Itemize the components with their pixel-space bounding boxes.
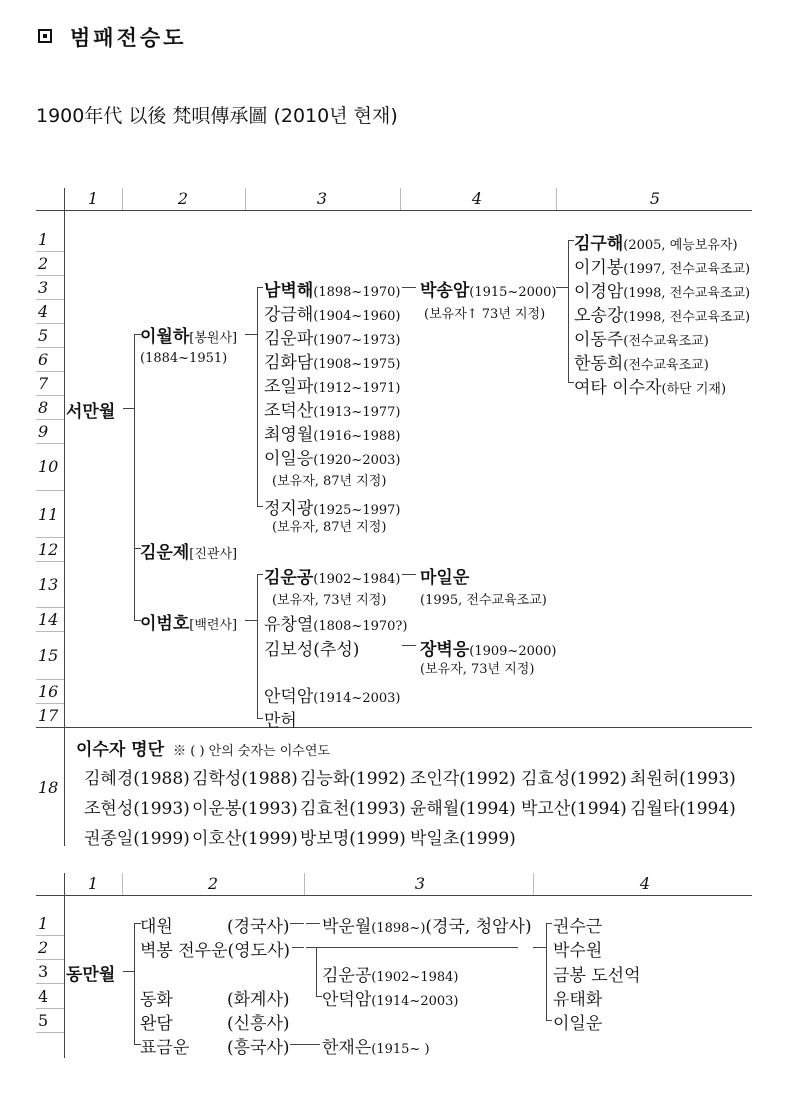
- chart2-gen2-item: 대원: [140, 917, 173, 937]
- chart1-gen3-item: 안덕암(1914~2003): [264, 687, 401, 707]
- chart1-col-3: 3: [316, 189, 328, 208]
- trainee: 이호산(1999): [192, 829, 298, 849]
- trainee: 권종일(1999): [84, 829, 190, 849]
- chart2-row-3: 3: [38, 962, 49, 981]
- chart1-gen3-item: 조덕산(1913~1977): [264, 401, 401, 421]
- chart1-gen2-item: 이월하[봉원사]: [140, 327, 238, 347]
- chart1-gen3-item: 조일파(1912~1971): [264, 377, 401, 397]
- section-title: 범패전승도: [70, 25, 187, 50]
- chart1-row-12: 12: [38, 540, 59, 559]
- chart1-root: 서만월: [66, 402, 116, 422]
- chart1-row-1: 1: [38, 230, 49, 249]
- chart1-gen3-item: 김운공(1902~1984): [264, 568, 401, 588]
- chart1-col-5: 5: [649, 189, 661, 208]
- chart2-row-5: 5: [38, 1011, 49, 1030]
- chart1-col-1: 1: [87, 189, 99, 208]
- trainee: 김효천(1993): [300, 799, 406, 819]
- chart1-row-16: 16: [38, 682, 59, 701]
- chart2-gen4-item: 박수원: [553, 941, 603, 961]
- chart1-row-2: 2: [38, 254, 49, 273]
- chart2-col-2: 2: [207, 874, 219, 893]
- chart1-gen2-item: 이범호[백련사]: [140, 614, 238, 634]
- chart1-gen2-years: (1884~1951): [140, 351, 228, 366]
- chart2-gen4-item: 권수근: [553, 917, 603, 937]
- chart2-gen2-item: 표금운: [140, 1038, 190, 1058]
- chart1-row-10: 10: [38, 457, 59, 476]
- chart1-gen5-item: 김구해(2005, 예능보유자): [574, 234, 738, 254]
- chart1-gen3-item: 김운파(1907~1973): [264, 329, 401, 349]
- chart1-gen4-note: (1995, 전수교육조교): [420, 593, 547, 608]
- chart1-row-15: 15: [38, 646, 59, 665]
- chart2-gen3-item: 한재은(1915~ ): [322, 1038, 430, 1058]
- chart2-col-1: 1: [87, 874, 99, 893]
- chart2-gen2-temple: (경국사): [227, 917, 290, 937]
- chart1-gen3-note: (보유자, 87년 지정): [272, 474, 387, 489]
- chart2-left-border: [64, 873, 65, 1058]
- chart1-gen5-item: 이기봉(1997, 전수교육조교): [574, 258, 751, 278]
- chart1-gen3-item: 만허: [264, 711, 297, 731]
- chart1-gen3-item: 김화담(1908~1975): [264, 353, 401, 373]
- chart2-gen2-item: 벽봉 전우운(영도사): [140, 941, 291, 961]
- trainee: 조현성(1993): [84, 799, 190, 819]
- trainees-title: 이수자 명단 ※ ( ) 안의 숫자는 이수연도: [76, 740, 330, 760]
- trainee: 김능화(1992): [300, 769, 406, 789]
- trainee: 김효성(1992): [521, 769, 627, 789]
- chart1-row-11: 11: [38, 505, 59, 524]
- chart2-row-1: 1: [38, 914, 49, 933]
- trainee: 김학성(1988): [192, 769, 298, 789]
- chart2-col-4: 4: [639, 874, 651, 893]
- trainee: 최원허(1993): [630, 769, 736, 789]
- chart1-gen5-item: 오송강(1998, 전수교육조교): [574, 306, 751, 326]
- chart1-gen5-item: 이경암(1998, 전수교육조교): [574, 282, 751, 302]
- chart2-root: 동만월: [66, 965, 116, 985]
- chart2-row-4: 4: [38, 987, 49, 1006]
- trainee: 이운봉(1993): [192, 799, 298, 819]
- chart1-row-3: 3: [38, 278, 49, 297]
- chart2-col-3: 3: [414, 874, 426, 893]
- chart1-col-2: 2: [177, 189, 189, 208]
- trainee: 김혜경(1988): [84, 769, 190, 789]
- chart2-row-2: 2: [38, 938, 49, 957]
- chart1-col-4: 4: [471, 189, 483, 208]
- section-title-marker: [38, 29, 52, 43]
- chart2-gen2-temple: (신흥사): [227, 1014, 290, 1034]
- trainee: 조인각(1992): [410, 769, 516, 789]
- trainee: 방보명(1999): [300, 829, 406, 849]
- chart1-row-18: 18: [38, 778, 59, 797]
- chart1-row-6: 6: [38, 350, 49, 369]
- chart1-gen2-item: 김운제[진관사]: [140, 543, 238, 563]
- chart1-left-border: [64, 188, 65, 846]
- subtitle: 1900年代 以後 梵唄傳承圖 (2010년 현재): [36, 105, 398, 127]
- chart1-gen5-item: 여타 이수자(하단 기재): [574, 378, 727, 398]
- chart2-gen4-item: 금봉 도선억: [553, 966, 641, 986]
- chart1-row-7: 7: [38, 374, 49, 393]
- chart1-gen4-item: 박송암(1915~2000): [420, 281, 557, 301]
- chart1-gen3-item: 정지광(1925~1997): [264, 499, 401, 519]
- chart1-gen4-note: (보유자↑ 73년 지정): [424, 307, 546, 322]
- chart1-gen4-item: 마일운: [420, 568, 470, 588]
- chart2-gen4-item: 유태화: [553, 990, 603, 1010]
- chart1-trainee-separator: [36, 727, 752, 728]
- chart2-gen3-item: 박운월(1898~)(경국, 청암사): [322, 917, 532, 937]
- chart1-row-5: 5: [38, 326, 49, 345]
- chart1-gen5-item: 한동희(전수교육조교): [574, 354, 709, 374]
- chart1-gen5-item: 이동주(전수교육조교): [574, 330, 709, 350]
- trainee: 박일초(1999): [410, 829, 516, 849]
- chart2-gen2-item: 동화: [140, 990, 173, 1010]
- trainee: 김월타(1994): [630, 799, 736, 819]
- chart1-gen4-item: 장벽응(1909~2000): [420, 640, 557, 660]
- chart1-row-4: 4: [38, 302, 49, 321]
- chart1-gen3-item: 유창열(1808~1970?): [264, 615, 408, 635]
- chart1-gen3-item: 이일응(1920~2003): [264, 449, 401, 469]
- trainee: 윤해월(1994): [410, 799, 516, 819]
- chart2-header-line: [36, 895, 752, 896]
- chart2-gen3-item: 안덕암(1914~2003): [322, 990, 459, 1010]
- chart1-row-9: 9: [38, 422, 49, 441]
- chart2-gen2-item: 완담: [140, 1014, 173, 1034]
- chart2-gen2-temple: (흥국사): [227, 1038, 290, 1058]
- chart1-gen3-item: 강금해(1904~1960): [264, 305, 401, 325]
- chart1-gen3-item: 남벽해(1898~1970): [264, 281, 401, 301]
- chart1-row-8: 8: [38, 398, 49, 417]
- chart1-row-14: 14: [38, 610, 59, 629]
- chart2-gen3-item: 김운공(1902~1984): [322, 966, 459, 986]
- chart1-header-line: [36, 210, 752, 211]
- chart1-gen3-item: 김보성(추성): [264, 640, 360, 660]
- chart1-gen4-note: (보유자, 73년 지정): [420, 662, 535, 677]
- chart2-gen2-temple: (화계사): [227, 990, 290, 1010]
- trainee: 박고산(1994): [521, 799, 627, 819]
- chart1-gen3-item: 최영월(1916~1988): [264, 425, 401, 445]
- chart2-gen4-item: 이일운: [553, 1014, 603, 1034]
- chart1-row-17: 17: [38, 706, 59, 725]
- chart1-row-13: 13: [38, 575, 59, 594]
- chart1-gen3-note: (보유자, 87년 지정): [272, 520, 387, 535]
- chart1-gen3-note: (보유자, 73년 지정): [272, 593, 387, 608]
- square-icon: [43, 34, 47, 38]
